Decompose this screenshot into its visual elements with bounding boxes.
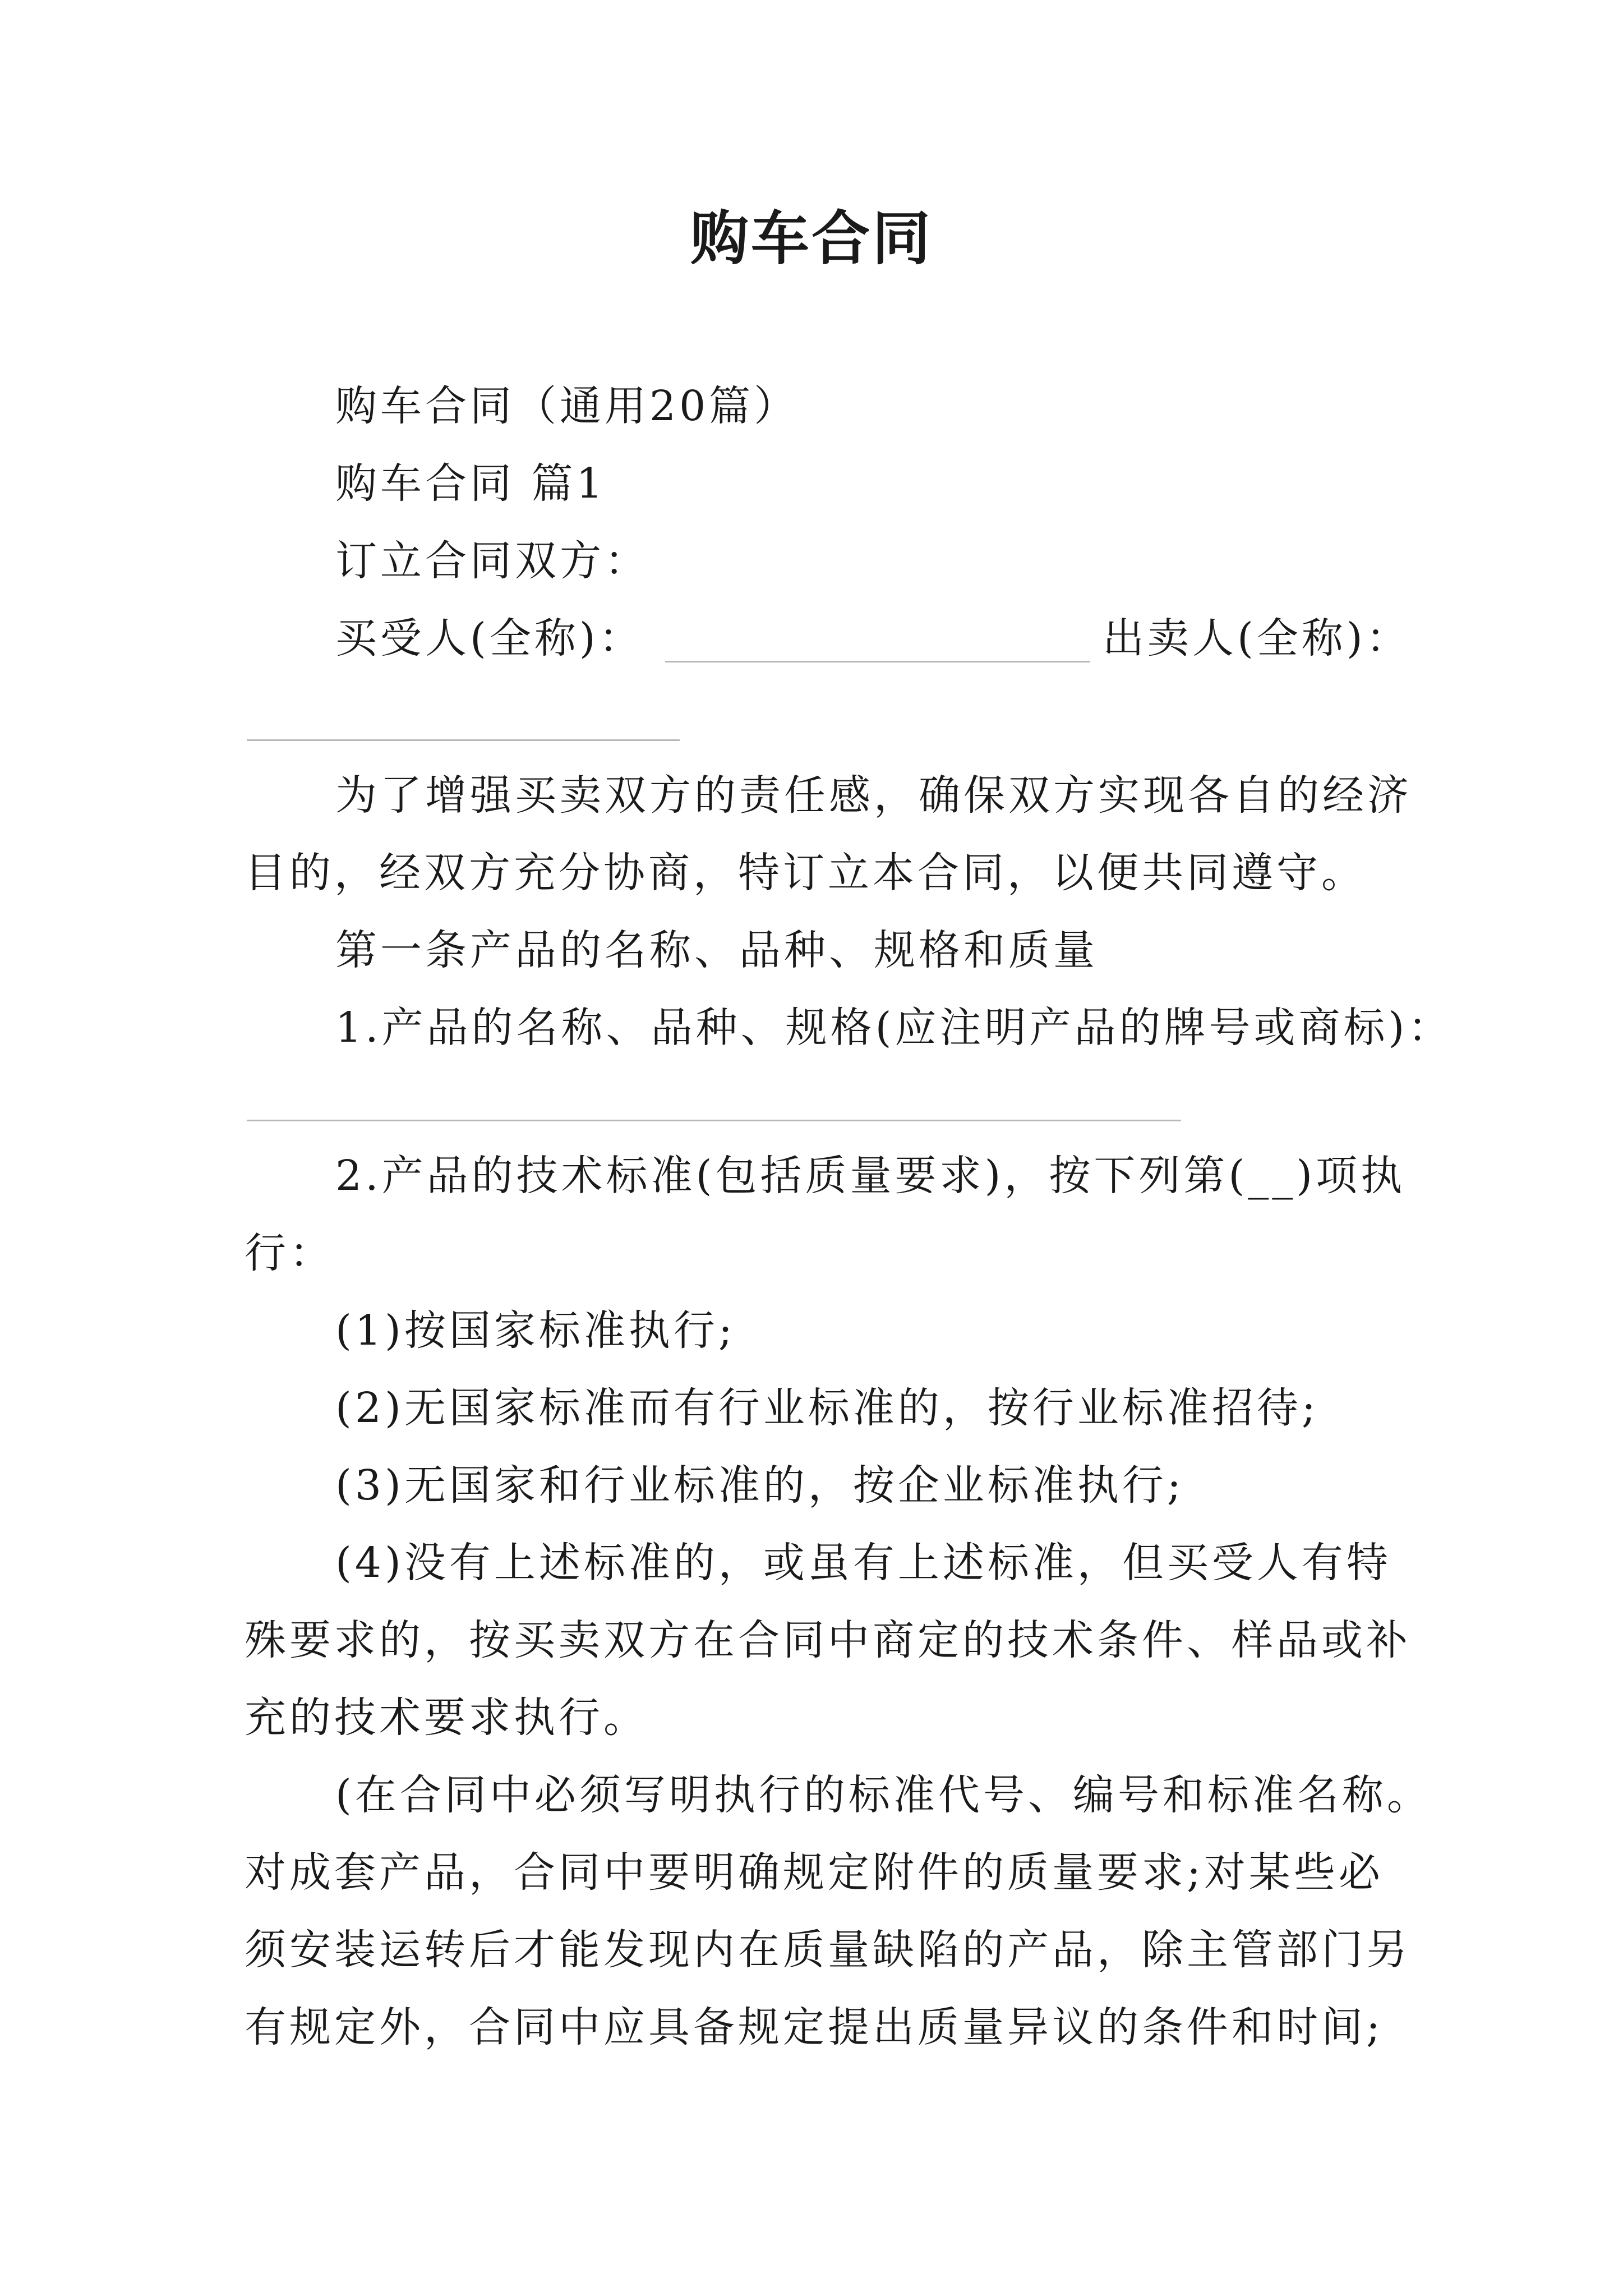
section-heading: 购车合同 篇1 (335, 459, 606, 508)
product-name-blank (247, 1120, 1181, 1121)
paragraph-line: 对成套产品，合同中要明确规定附件的质量要求;对某些必 (245, 1848, 1384, 1897)
buyer-label: 买受人(全称)： (335, 614, 644, 662)
paragraph-line: 目的，经双方充分协商，特订立本合同，以便共同遵守。 (245, 849, 1366, 897)
list-item: 充的技术要求执行。 (245, 1694, 648, 1742)
seller-name-blank (247, 739, 680, 741)
list-item: (2)无国家标准而有行业标准的，按行业标准招待; (335, 1384, 1319, 1432)
list-item: 殊要求的，按买卖双方在合同中商定的技术条件、样品或补 (245, 1616, 1411, 1664)
paragraph-line: 为了增强买卖双方的责任感，确保双方实现各自的经济 (335, 771, 1412, 820)
list-item: (4)没有上述标准的，或虽有上述标准，但买受人有特 (335, 1539, 1391, 1587)
clause-line: 2.产品的技术标准(包括质量要求)，按下列第(__)项执 (335, 1152, 1406, 1200)
list-item: (1)按国家标准执行; (335, 1306, 736, 1355)
parties-label: 订立合同双方： (335, 537, 649, 585)
paragraph-line: (在合同中必须写明执行的标准代号、编号和标准名称。 (335, 1771, 1432, 1819)
seller-label: 出卖人(全称)： (1103, 614, 1411, 662)
subtitle: 购车合同（通用20篇） (335, 382, 799, 430)
list-item: (3)无国家和行业标准的，按企业标准执行; (335, 1461, 1184, 1510)
document-title: 购车合同 (690, 204, 933, 273)
article-heading: 第一条产品的名称、品种、规格和质量 (335, 926, 1098, 974)
clause-line: 行： (245, 1229, 334, 1277)
paragraph-line: 须安装运转后才能发现内在质量缺陷的产品，除主管部门另 (245, 1926, 1411, 1974)
clause-line: 1.产品的名称、品种、规格(应注明产品的牌号或商标)： (335, 1004, 1453, 1052)
buyer-name-blank (665, 661, 1090, 662)
paragraph-line: 有规定外，合同中应具备规定提出质量异议的条件和时间; (245, 2003, 1384, 2051)
